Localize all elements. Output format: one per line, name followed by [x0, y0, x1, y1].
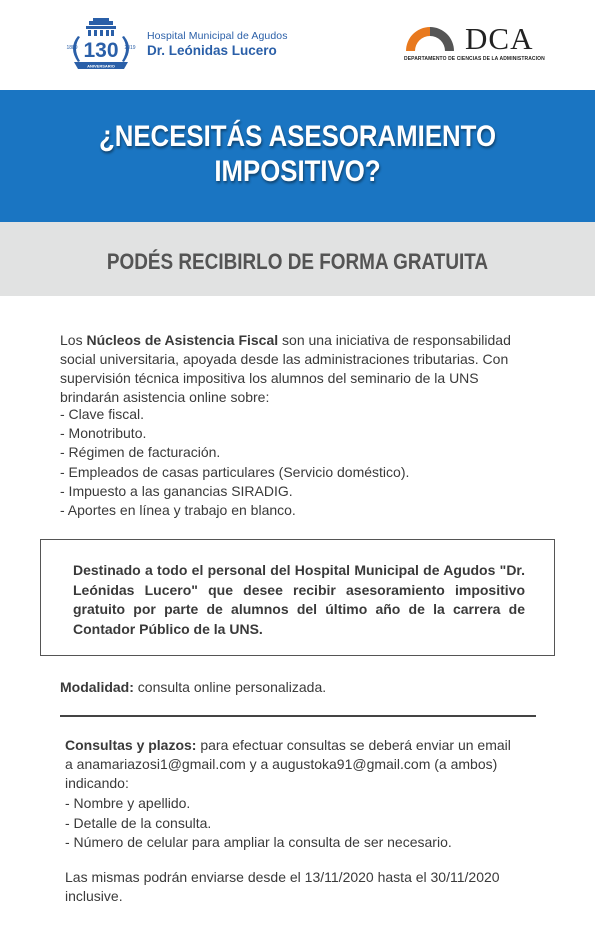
list-item: - Empleados de casas particulares (Servicio doméstico).	[60, 463, 410, 480]
section-divider	[60, 715, 536, 717]
badge-ribbon: ANIVERSARIO	[87, 63, 115, 69]
consultas-paragraph	[65, 736, 520, 792]
list-item: - Régimen de facturación.	[60, 444, 221, 461]
list-item: - Clave fiscal.	[60, 406, 145, 422]
list-item: - Impuesto a las ganancias SIRADIG.	[60, 482, 293, 499]
subtitle: PODÉS RECIBIRLO DE FORMA GRATUITA	[106, 249, 489, 274]
title-banner	[0, 90, 595, 222]
badge-year-start: 1889	[66, 45, 78, 51]
list-item: - Aportes en línea y trabajo en blanco.	[60, 502, 296, 519]
audience-notice-box	[40, 539, 555, 656]
page-header	[0, 0, 595, 90]
modalidad-label: Modalidad:	[60, 679, 134, 695]
list-item: - Nombre y apellido.	[65, 795, 191, 811]
intro-bold-term: Núcleos de Asistencia Fiscal	[86, 332, 279, 348]
intro-rest: son una iniciativa de responsabilidad social universitaria, apoyada desde las administraciones tributarias. Con supervisión técnica impositiva los alumnos del seminario de la UNS brindarán asistencia online sobre:	[60, 332, 511, 405]
hospital-name-line1: Hospital Municipal de Agudos	[147, 30, 288, 42]
hospital-name	[147, 30, 288, 58]
consultas-label: Consultas y plazos:	[65, 737, 197, 753]
list-item: - Detalle de la consulta.	[65, 814, 212, 831]
services-list	[60, 405, 409, 520]
hospital-name-line2: Dr. Leónidas Lucero	[147, 43, 277, 58]
dca-name: DCA	[465, 21, 534, 56]
list-item: - Monotributo.	[60, 425, 147, 442]
intro-paragraph	[60, 331, 540, 407]
dates-paragraph: Las mismas podrán enviarse desde el 13/11/2020 hasta el 30/11/2020 inclusive.	[65, 869, 500, 904]
badge-years: 130	[83, 39, 119, 62]
badge-year-end: 2019	[124, 45, 136, 51]
subtitle-band	[0, 222, 595, 296]
page-title	[42, 119, 554, 189]
modalidad-value: consulta online personalizada.	[133, 679, 327, 695]
consultas-text: para efectuar consultas se deberá enviar un email a anamariazosi1@gmail.com y a augustoka91@gmail.com (a ambos) indicando:	[65, 737, 511, 791]
dca-logo	[404, 21, 545, 66]
audience-notice-text: Destinado a todo el personal del Hospital Municipal de Agudos "Dr. Leónidas Lucero" que desee recibir asesoramiento impositivo gratuito por parte de alumnos del último año de la carrera de Contador Público de la UNS.	[73, 562, 525, 637]
modalidad-line	[60, 679, 326, 695]
dca-subtitle: DEPARTAMENTO DE CIENCIAS DE LA ADMINISTRACION	[404, 56, 545, 62]
hospital-anniversary-logo	[64, 16, 138, 72]
dca-arc-icon	[404, 25, 456, 51]
consultas-list	[65, 794, 452, 853]
page-title-line1: ¿NECESITÁS ASESORAMIENTO	[98, 120, 497, 153]
list-item: - Número de celular para ampliar la consulta de ser necesario.	[65, 834, 452, 850]
page-title-line2: IMPOSITIVO?	[214, 155, 381, 188]
intro-prefix: Los	[60, 332, 87, 348]
